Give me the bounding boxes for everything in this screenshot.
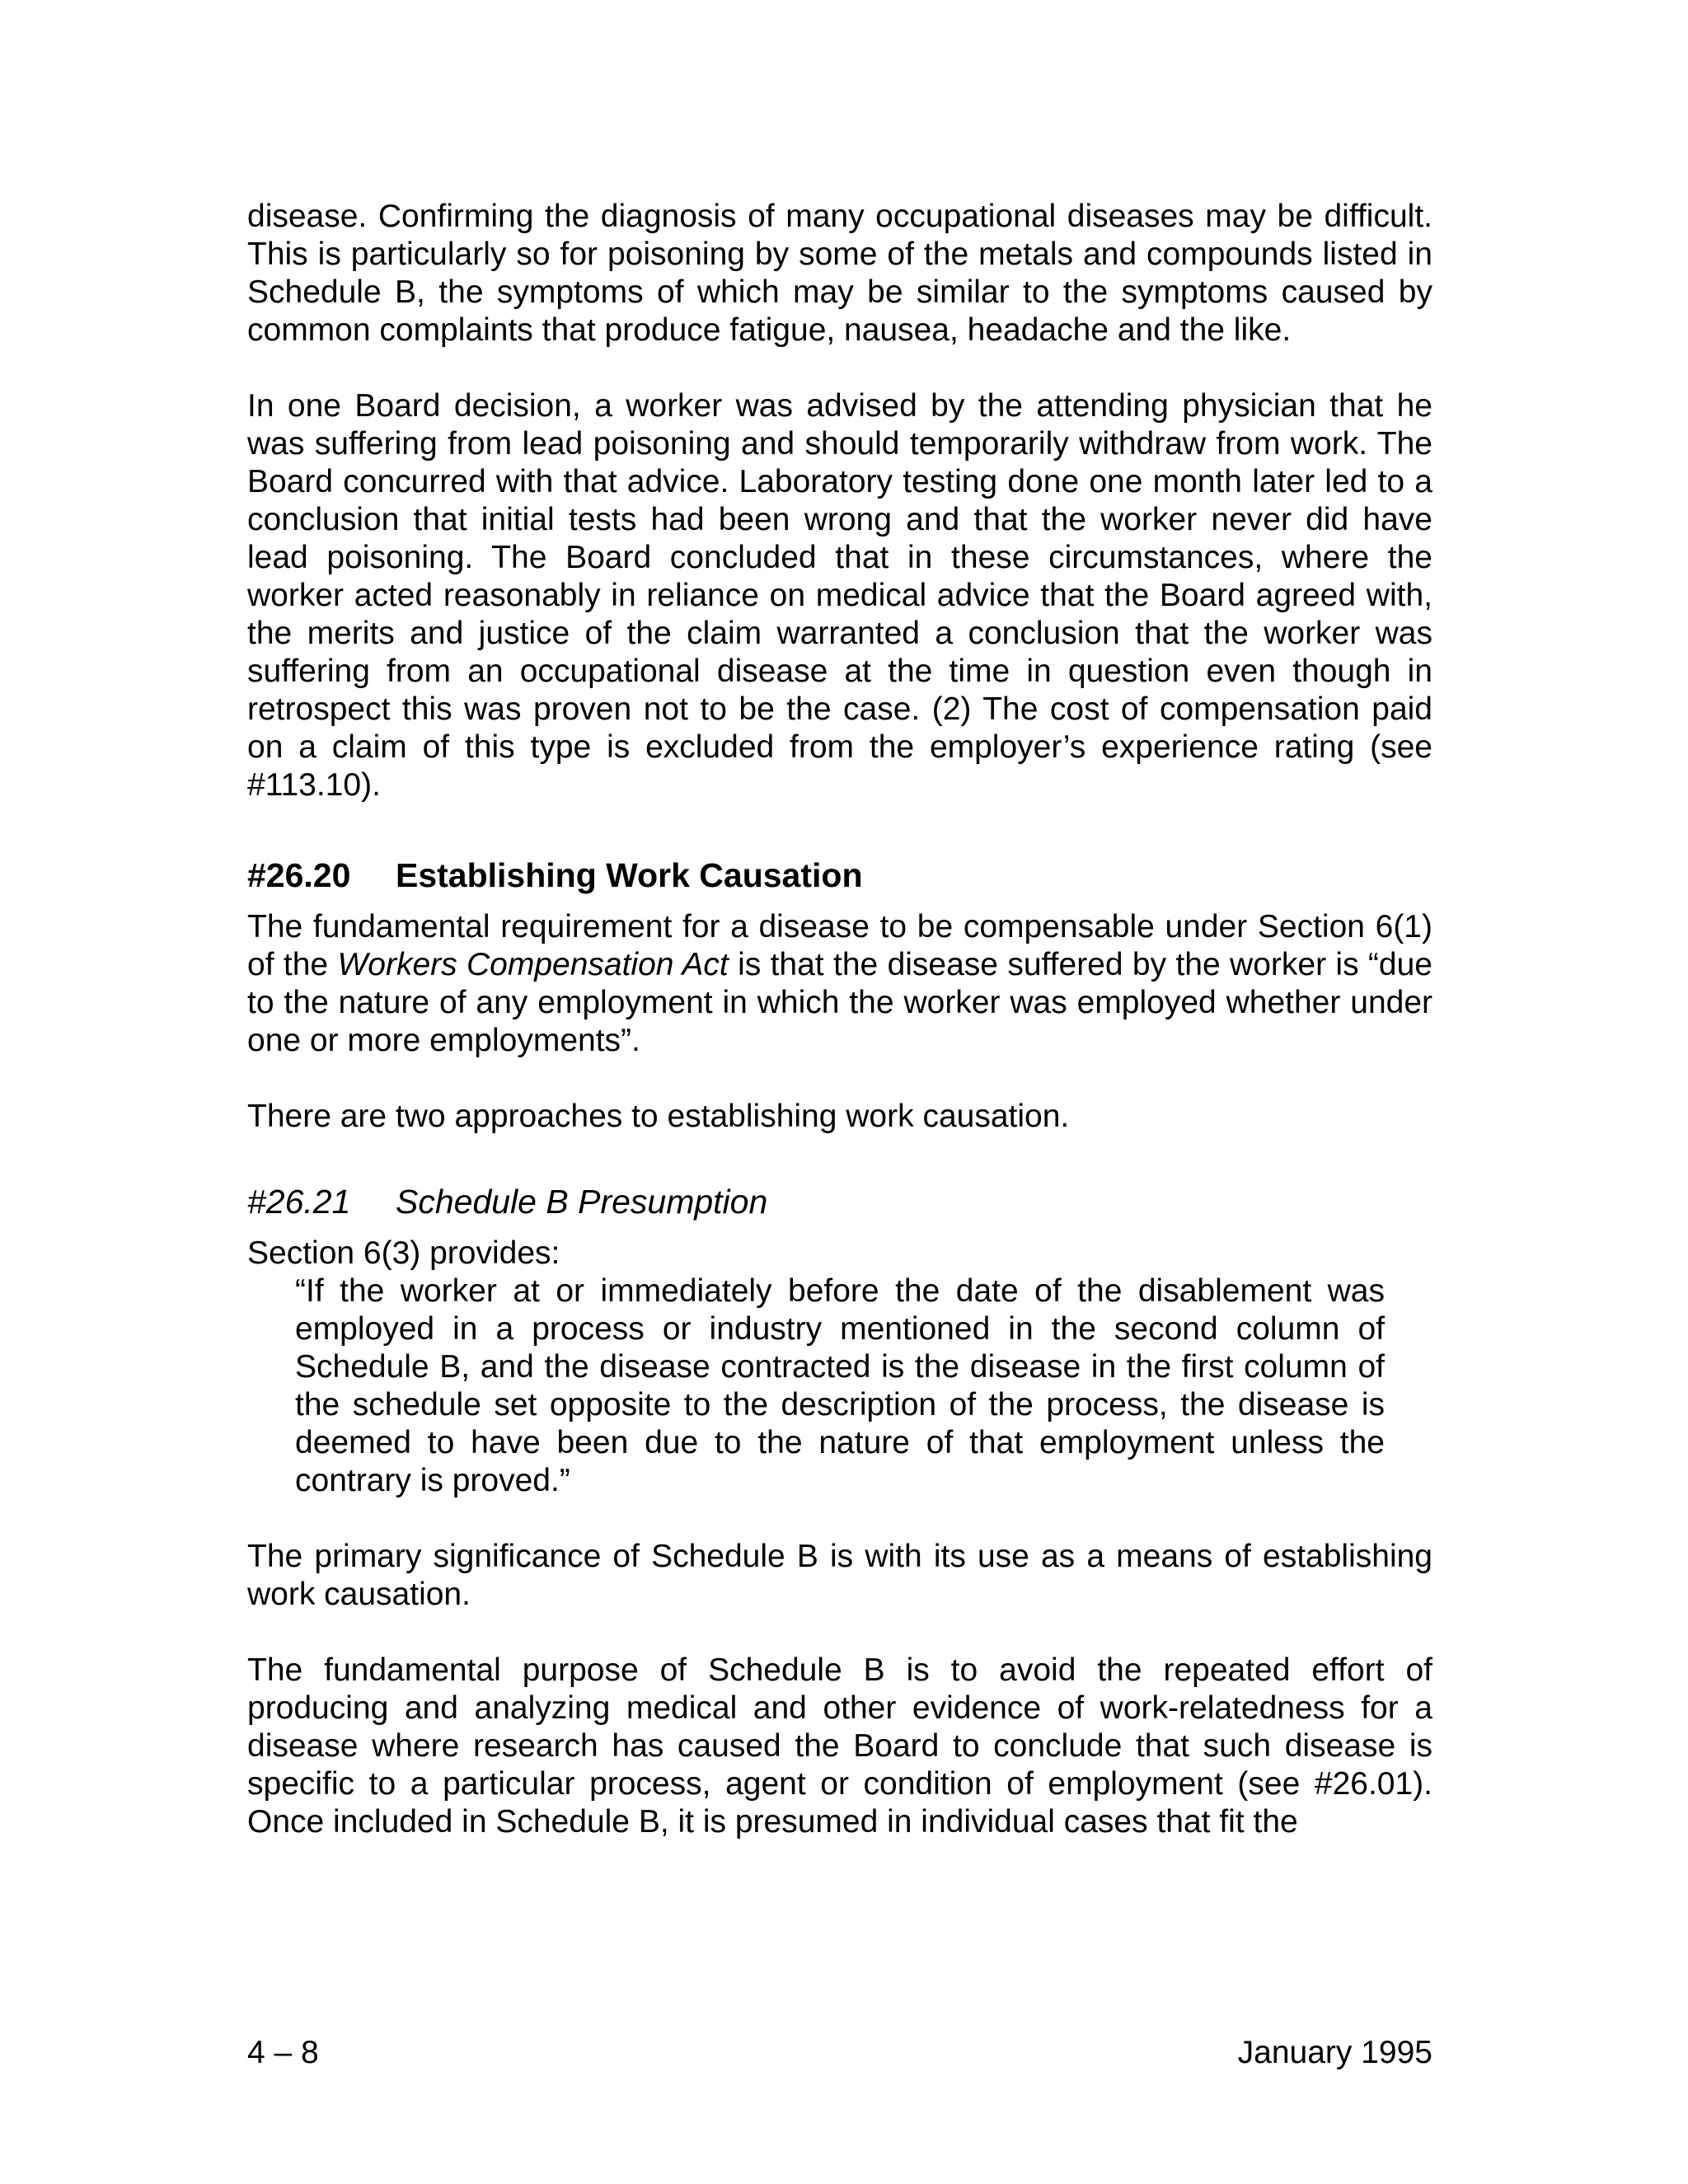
paragraph-primary-significance: The primary significance of Schedule B is with its use as a means of establishing work causation. bbox=[247, 1539, 1432, 1612]
publication-date: January 1995 bbox=[1237, 2035, 1432, 2070]
document-page bbox=[247, 198, 1432, 1841]
act-title: Workers Compensation Act bbox=[337, 947, 729, 982]
section-number: #26.20 bbox=[247, 856, 351, 894]
section-title: Establishing Work Causation bbox=[396, 856, 863, 894]
page-footer bbox=[247, 2034, 1432, 2072]
paragraph-two-approaches: There are two approaches to establishing work causation. bbox=[247, 1099, 1070, 1134]
section-number: #26.21 bbox=[247, 1183, 351, 1221]
section-heading-26-21 bbox=[247, 1182, 1432, 1221]
page-number: 4 – 8 bbox=[247, 2035, 319, 2070]
paragraph-diagnosis-difficulty: disease. Confirming the diagnosis of many occupational diseases may be difficult. This is particularly so for poisoning by some of the metals and compounds listed in Schedule B, the symptoms of which may be similar to the symptoms caused by common complaints that produce fatigue, nausea, headache and the like. bbox=[247, 199, 1432, 348]
section-heading-26-20 bbox=[247, 855, 1432, 895]
section-title: Schedule B Presumption bbox=[396, 1183, 768, 1221]
paragraph-fundamental-requirement: The fundamental requirement for a disease to be compensable under Section 6(1) of the Workers Compensation Act is that the disease suffered by the worker is “due to the nature of any employment in which the worker was employed whether under one or more employments”. bbox=[247, 909, 1432, 1058]
section-intro: Section 6(3) provides: bbox=[247, 1235, 560, 1271]
statute-quote: “If the worker at or immediately before the date of the disablement was employed in a process or industry mentioned in the second column of Schedule B, and the disease contracted is the disease in the first column of the schedule set opposite to the description of the process, the disease is deemed to have been due to the nature of that employment unless the contrary is proved.” bbox=[295, 1273, 1385, 1498]
paragraph-board-decision: In one Board decision, a worker was advised by the attending physician that he was suffering from lead poisoning and should temporarily withdraw from work. The Board concurred with that advice. Laboratory testing done one month later led to a conclusion that initial tests had been wrong and that the worker never did have lead poisoning. The Board concluded that in these circumstances, where the worker acted reasonably in reliance on medical advice that the Board agreed with, the merits and justice of the claim warranted a conclusion that the worker was suffering from an occupational disease at the time in question even though in retrospect this was proven not to be the case. (2) The cost of compensation paid on a claim of this type is excluded from the employer’s experience rating (see #113.10). bbox=[247, 388, 1432, 803]
paragraph-fundamental-purpose: The fundamental purpose of Schedule B is to avoid the repeated effort of producing and analyzing medical and other evidence of work-relatedness for a disease where research has caused the Board to conclude that such disease is specific to a particular process, agent or condition of employment (see #26.01). Once included in Schedule B, it is presumed in individual cases that fit the bbox=[247, 1652, 1432, 1840]
